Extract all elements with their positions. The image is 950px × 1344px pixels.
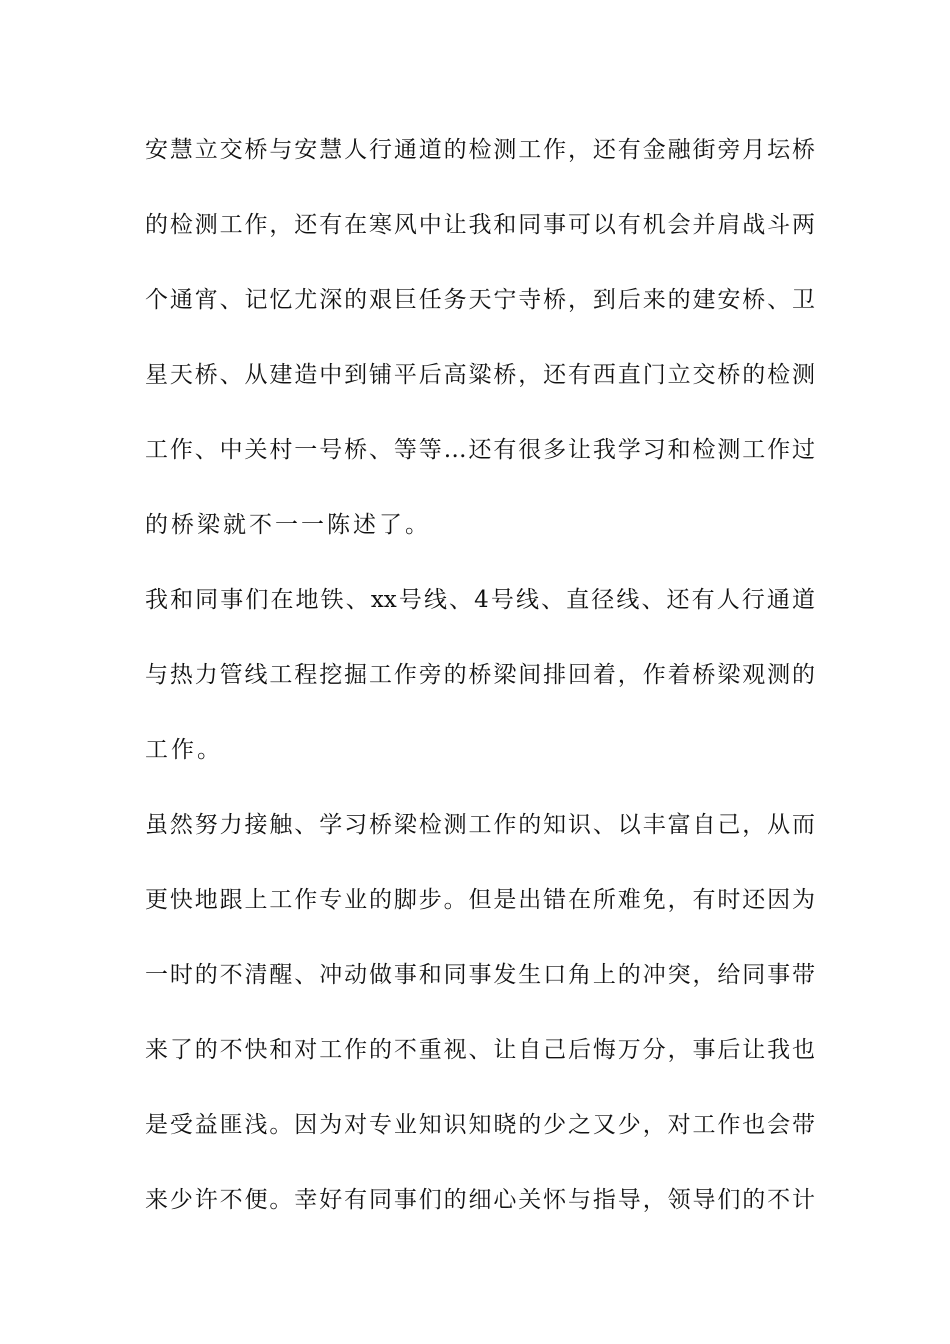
paragraph-line: 的桥梁就不一一陈述了。 — [145, 512, 431, 538]
paragraph-line: 一时的不清醒、冲动做事和同事发生口角上的冲突，给同事带 — [145, 962, 815, 988]
paragraph-line: 工作、中关村一号桥、等等…还有很多让我学习和检测工作过 — [145, 437, 815, 463]
paragraph-line: 工作。 — [145, 737, 223, 763]
paragraph-line: 是受益匪浅。因为对专业知识知晓的少之又少，对工作也会带 — [145, 1112, 815, 1138]
paragraph-line: 的检测工作，还有在寒风中让我和同事可以有机会并肩战斗两 — [145, 212, 815, 238]
paragraph-line: 来了的不快和对工作的不重视、让自己后悔万分，事后让我也 — [145, 1037, 815, 1063]
paragraph-line: 更快地跟上工作专业的脚步。但是出错在所难免，有时还因为 — [145, 887, 815, 913]
paragraph-line: 星天桥、从建造中到铺平后高粱桥，还有西直门立交桥的检测 — [145, 362, 815, 388]
paragraph-line: 与热力管线工程挖掘工作旁的桥梁间排回着，作着桥梁观测的 — [145, 662, 815, 688]
paragraph-line: 来少许不便。幸好有同事们的细心关怀与指导，领导们的不计 — [145, 1187, 815, 1213]
paragraph-line: 安慧立交桥与安慧人行通道的检测工作，还有金融街旁月坛桥 — [145, 137, 815, 163]
paragraph-line: 个通宵、记忆尤深的艰巨任务天宁寺桥，到后来的建安桥、卫 — [145, 287, 815, 313]
paragraph-line: 我和同事们在地铁、xx号线、4号线、直径线、还有人行通道 — [145, 587, 815, 613]
paragraph-line: 虽然努力接触、学习桥梁检测工作的知识、以丰富自己，从而 — [145, 812, 815, 838]
